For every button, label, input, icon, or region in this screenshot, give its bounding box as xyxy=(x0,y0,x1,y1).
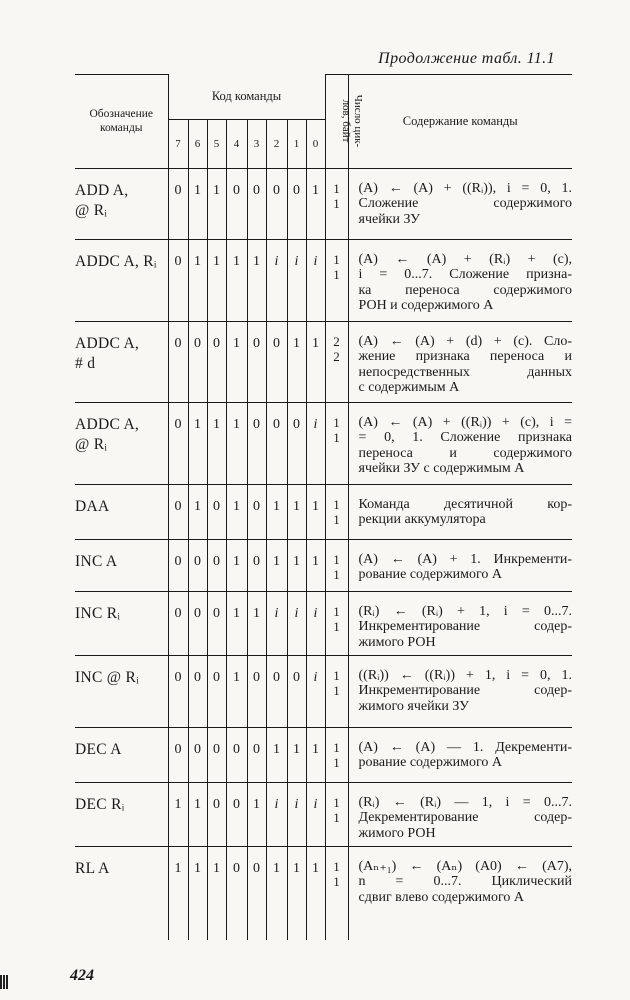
opcode-bit: 0 xyxy=(266,168,287,239)
header-bit: 3 xyxy=(247,119,266,168)
opcode-bit: 1 xyxy=(207,168,226,239)
opcode-bit: 0 xyxy=(247,484,266,539)
cycles-bytes: 1 1 xyxy=(325,782,348,846)
header-bit: 1 xyxy=(287,119,306,168)
cycles-bytes: 1 1 xyxy=(325,846,348,940)
opcode-bit: 1 xyxy=(266,484,287,539)
command-mnemonic: ADDC A, @ Rᵢ xyxy=(75,402,168,484)
opcode-bit: 0 xyxy=(168,402,188,484)
opcode-bit: 1 xyxy=(306,321,325,402)
header-bit: 5 xyxy=(207,119,226,168)
header-bit: 4 xyxy=(226,119,247,168)
opcode-bit: 1 xyxy=(266,539,287,591)
cycles-bytes: 1 1 xyxy=(325,727,348,782)
opcode-bit: 0 xyxy=(168,321,188,402)
command-mnemonic: INC A xyxy=(75,539,168,591)
scan-edge-mark xyxy=(0,975,8,989)
opcode-bit: 1 xyxy=(188,846,207,940)
cycles-bytes: 1 1 xyxy=(325,239,348,321)
opcode-bit: 1 xyxy=(226,239,247,321)
instruction-table xyxy=(75,74,572,940)
opcode-bit: 0 xyxy=(207,782,226,846)
opcode-bit: 0 xyxy=(188,727,207,782)
opcode-bit: 1 xyxy=(266,846,287,940)
table-caption: Продолжение табл. 11.1 xyxy=(378,50,555,67)
command-description: (A) ← (A) + 1. Инкременти- рование содержимого A xyxy=(348,539,572,591)
table-row xyxy=(75,239,572,321)
opcode-bit: i xyxy=(266,239,287,321)
opcode-bit: 0 xyxy=(226,782,247,846)
header-cycles: Число цик- лов, байт xyxy=(325,75,348,169)
opcode-bit: 1 xyxy=(306,168,325,239)
table-row xyxy=(75,402,572,484)
opcode-bit: i xyxy=(306,591,325,655)
command-mnemonic: INC @ Rᵢ xyxy=(75,655,168,727)
opcode-bit: 1 xyxy=(226,655,247,727)
table-row xyxy=(75,782,572,846)
command-description: (A) ← (A) + ((Rᵢ)), i = 0, 1. Сложение содержимого ячейки ЗУ xyxy=(348,168,572,239)
opcode-bit: 0 xyxy=(226,168,247,239)
opcode-bit: 0 xyxy=(207,591,226,655)
command-description: (A) ← (A) + (d) + (c). Сло- жение признака переноса и непосредственных данных с содержимым A xyxy=(348,321,572,402)
opcode-bit: 0 xyxy=(207,727,226,782)
opcode-bit: 1 xyxy=(207,239,226,321)
opcode-bit: 1 xyxy=(226,484,247,539)
opcode-bit: 0 xyxy=(168,484,188,539)
opcode-bit: i xyxy=(287,591,306,655)
cycles-bytes: 1 1 xyxy=(325,402,348,484)
opcode-bit: 1 xyxy=(188,484,207,539)
opcode-bit: 1 xyxy=(287,727,306,782)
opcode-bit: 0 xyxy=(168,539,188,591)
opcode-bit: 0 xyxy=(247,727,266,782)
opcode-bit: 1 xyxy=(188,239,207,321)
command-mnemonic: DAA xyxy=(75,484,168,539)
command-description: (Rᵢ) ← (Rᵢ) + 1, i = 0...7. Инкрементирование содер- жимого РОН xyxy=(348,591,572,655)
table-row xyxy=(75,727,572,782)
opcode-bit: 0 xyxy=(207,539,226,591)
opcode-bit: i xyxy=(306,782,325,846)
opcode-bit: 1 xyxy=(188,782,207,846)
header-code: Код команды xyxy=(168,75,325,120)
opcode-bit: 1 xyxy=(168,846,188,940)
opcode-bit: i xyxy=(266,591,287,655)
table-row xyxy=(75,321,572,402)
opcode-bit: 1 xyxy=(306,727,325,782)
opcode-bit: 0 xyxy=(266,655,287,727)
command-mnemonic: DEC Rᵢ xyxy=(75,782,168,846)
opcode-bit: 1 xyxy=(266,727,287,782)
opcode-bit: 0 xyxy=(168,655,188,727)
opcode-bit: 0 xyxy=(168,727,188,782)
opcode-bit: 0 xyxy=(287,168,306,239)
cycles-bytes: 2 2 xyxy=(325,321,348,402)
opcode-bit: 1 xyxy=(306,539,325,591)
opcode-bit: i xyxy=(287,782,306,846)
header-bit: 7 xyxy=(168,119,188,168)
opcode-bit: 0 xyxy=(168,239,188,321)
opcode-bit: 1 xyxy=(247,591,266,655)
header-bit: 0 xyxy=(306,119,325,168)
opcode-bit: 0 xyxy=(168,591,188,655)
opcode-bit: i xyxy=(287,239,306,321)
opcode-bit: 1 xyxy=(207,402,226,484)
opcode-bit: 0 xyxy=(168,168,188,239)
opcode-bit: 1 xyxy=(287,484,306,539)
opcode-bit: 0 xyxy=(188,591,207,655)
opcode-bit: 0 xyxy=(207,655,226,727)
opcode-bit: 0 xyxy=(266,402,287,484)
cycles-bytes: 1 1 xyxy=(325,591,348,655)
command-description: (A) ← (A) + ((Rᵢ)) + (c), i = = 0, 1. Сложение признака переноса и содержимого ячейки ЗУ с содержимым A xyxy=(348,402,572,484)
opcode-bit: 1 xyxy=(287,846,306,940)
header-bit: 2 xyxy=(266,119,287,168)
opcode-bit: 1 xyxy=(306,484,325,539)
opcode-bit: 0 xyxy=(247,846,266,940)
opcode-bit: 1 xyxy=(247,782,266,846)
opcode-bit: 1 xyxy=(247,239,266,321)
opcode-bit: i xyxy=(306,655,325,727)
header-bit: 6 xyxy=(188,119,207,168)
command-mnemonic: DEC A xyxy=(75,727,168,782)
opcode-bit: 0 xyxy=(247,321,266,402)
table-row xyxy=(75,539,572,591)
opcode-bit: 0 xyxy=(226,846,247,940)
opcode-bit: i xyxy=(306,239,325,321)
command-mnemonic: ADDC A, # d xyxy=(75,321,168,402)
opcode-bit: 1 xyxy=(306,846,325,940)
command-description: (Aₙ₊₁) ← (Aₙ) (A0) ← (A7), n = 0...7. Циклический сдвиг влево содержимого A xyxy=(348,846,572,940)
command-mnemonic: INC Rᵢ xyxy=(75,591,168,655)
opcode-bit: 0 xyxy=(188,321,207,402)
opcode-bit: 0 xyxy=(207,484,226,539)
command-description: (A) ← (A) + (Rᵢ) + (c), i = 0...7. Сложение призна- ка переноса содержимого РОН и содержимого A xyxy=(348,239,572,321)
opcode-bit: 1 xyxy=(188,168,207,239)
command-description: (Rᵢ) ← (Rᵢ) — 1, i = 0...7. Декрементирование содер- жимого РОН xyxy=(348,782,572,846)
cycles-bytes: 1 1 xyxy=(325,539,348,591)
table-row xyxy=(75,484,572,539)
opcode-bit: 1 xyxy=(287,321,306,402)
cycles-bytes: 1 1 xyxy=(325,484,348,539)
command-description: (A) ← (A) — 1. Декременти- рование содержимого A xyxy=(348,727,572,782)
table-row xyxy=(75,655,572,727)
opcode-bit: 0 xyxy=(188,539,207,591)
opcode-bit: 1 xyxy=(207,846,226,940)
opcode-bit: 1 xyxy=(226,402,247,484)
opcode-bit: 0 xyxy=(287,655,306,727)
opcode-bit: 0 xyxy=(287,402,306,484)
command-description: ((Rᵢ)) ← ((Rᵢ)) + 1, i = 0, 1. Инкрементирование содер- жимого ячейки ЗУ xyxy=(348,655,572,727)
table-row xyxy=(75,168,572,239)
command-mnemonic: RL A xyxy=(75,859,110,877)
command-mnemonic: ADD A, @ Rᵢ xyxy=(75,168,168,239)
opcode-bit: i xyxy=(266,782,287,846)
opcode-bit: 1 xyxy=(168,782,188,846)
opcode-bit: 0 xyxy=(207,321,226,402)
header-name: Обозначение команды xyxy=(75,75,168,169)
opcode-bit: 0 xyxy=(226,727,247,782)
opcode-bit: 1 xyxy=(226,539,247,591)
opcode-bit: 0 xyxy=(247,655,266,727)
command-mnemonic: ADDC A, Rᵢ xyxy=(75,239,168,321)
opcode-bit: 1 xyxy=(226,321,247,402)
opcode-bit: 0 xyxy=(266,321,287,402)
table-row xyxy=(75,846,572,940)
table-row xyxy=(75,591,572,655)
opcode-bit: 0 xyxy=(247,402,266,484)
page-number: 424 xyxy=(70,967,94,984)
cycles-bytes: 1 1 xyxy=(325,655,348,727)
opcode-bit: i xyxy=(306,402,325,484)
header-content: Содержание команды xyxy=(348,75,572,169)
opcode-bit: 1 xyxy=(188,402,207,484)
opcode-bit: 0 xyxy=(188,655,207,727)
opcode-bit: 1 xyxy=(287,539,306,591)
opcode-bit: 1 xyxy=(226,591,247,655)
cycles-bytes: 1 1 xyxy=(325,168,348,239)
opcode-bit: 0 xyxy=(247,168,266,239)
command-description: Команда десятичной кор- рекции аккумулятора xyxy=(348,484,572,539)
opcode-bit: 0 xyxy=(247,539,266,591)
